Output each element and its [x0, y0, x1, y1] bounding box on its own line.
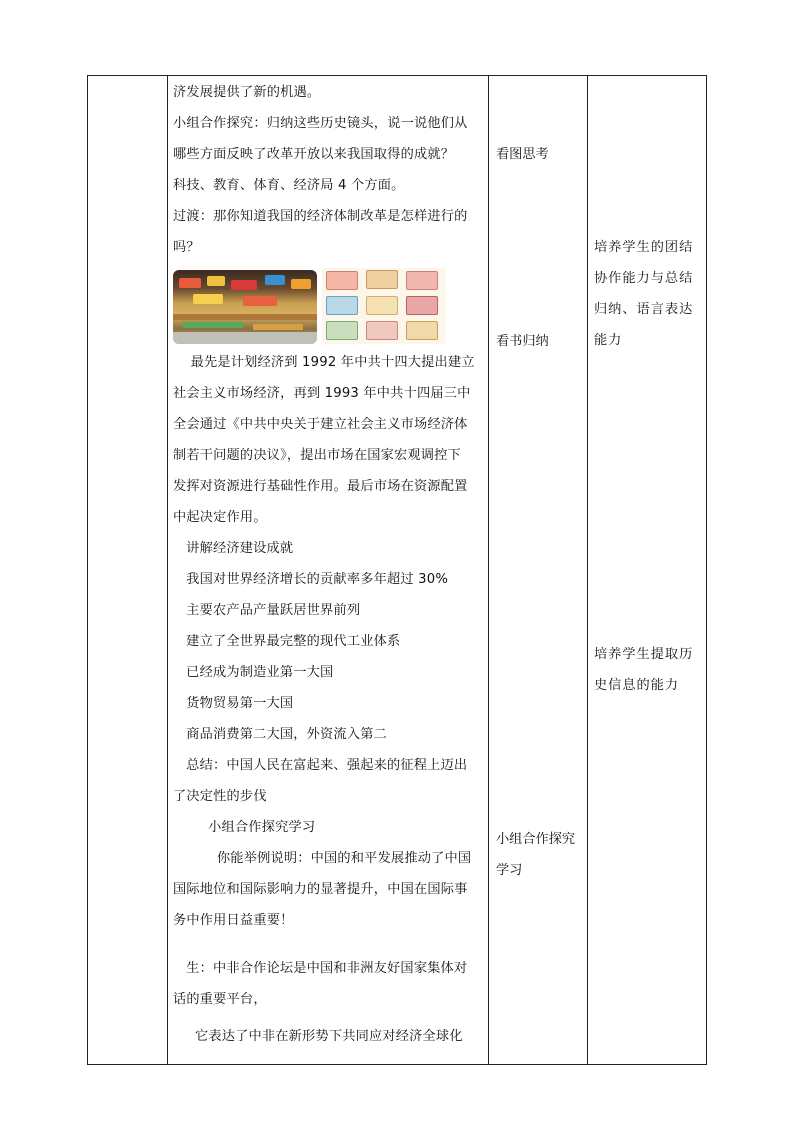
content-line: 了决定性的步伐 — [173, 789, 267, 804]
content-line: 吗？ — [173, 240, 200, 255]
goal-line: 协作能力与总结 — [594, 271, 694, 286]
content-line: 总结：中国人民在富起来、强起来的征程上迈出 — [173, 758, 468, 773]
table-left-border — [87, 75, 88, 1065]
goal-line: 能力 — [594, 333, 623, 348]
content-line: 主要农产品产量跃居世界前列 — [173, 603, 361, 618]
table-bottom-border — [87, 1064, 707, 1065]
content-line: 生：中非合作论坛是中国和非洲友好国家集体对 — [173, 961, 468, 976]
content-line: 国际地位和国际影响力的显著提升，中国在国际事 — [173, 882, 468, 897]
content-line: 全会通过《中共中央关于建立社会主义市场经济体 — [173, 417, 468, 432]
activity-line: 学习 — [496, 863, 523, 878]
goal-line: 史信息的能力 — [594, 678, 680, 693]
content-line: 小组合作探究：归纳这些历史镜头，说一说他们从 — [173, 116, 468, 131]
content-line: 小组合作探究学习 — [173, 820, 316, 835]
content-line: 社会主义市场经济，再到 1993 年中共十四届三中 — [173, 386, 471, 401]
content-line: 它表达了中非在新形势下共同应对经济全球化 — [173, 1029, 463, 1044]
column-divider-2 — [488, 75, 489, 1065]
activity-line: 看书归纳 — [496, 334, 549, 349]
content-line: 你能举例说明：中国的和平发展推动了中国 — [173, 851, 472, 866]
activity-line: 小组合作探究 — [496, 832, 576, 847]
content-line: 建立了全世界最完整的现代工业体系 — [173, 634, 401, 649]
lesson-plan-table — [87, 75, 707, 1065]
content-line: 商品消费第二大国，外资流入第二 — [173, 727, 387, 742]
goal-line: 培养学生提取历 — [594, 647, 694, 662]
column-divider-1 — [167, 75, 168, 1065]
goal-line: 培养学生的团结 — [594, 240, 694, 255]
supermarket-photo — [173, 270, 317, 344]
goal-line: 归纳、语言表达 — [594, 302, 694, 317]
content-line: 过渡：那你知道我国的经济体制改革是怎样进行的 — [173, 209, 468, 224]
content-line: 务中作用日益重要！ — [173, 913, 294, 928]
table-top-border — [87, 75, 707, 76]
content-line: 科技、教育、体育、经济局 4 个方面。 — [173, 178, 405, 193]
content-line: 发挥对资源进行基础性作用。最后市场在资源配置 — [173, 479, 468, 494]
content-line: 哪些方面反映了改革开放以来我国取得的成就？ — [173, 147, 455, 162]
content-line: 货物贸易第一大国 — [173, 696, 294, 711]
table-right-border — [706, 75, 707, 1065]
ration-coupons-photo — [322, 268, 446, 344]
content-line: 济发展提供了新的机遇。 — [173, 85, 321, 100]
content-line: 讲解经济建设成就 — [173, 541, 294, 556]
content-line: 制若干问题的决议》，提出市场在国家宏观调控下 — [173, 448, 461, 463]
content-line: 已经成为制造业第一大国 — [173, 665, 334, 680]
content-line: 中起决定作用。 — [173, 510, 267, 525]
content-line: 话的重要平台， — [173, 992, 267, 1007]
column-divider-3 — [587, 75, 588, 1065]
content-line: 我国对世界经济增长的贡献率多年超过 30% — [173, 572, 449, 587]
activity-line: 看图思考 — [496, 147, 549, 162]
content-line: 最先是计划经济到 1992 年中共十四大提出建立 — [173, 355, 475, 370]
